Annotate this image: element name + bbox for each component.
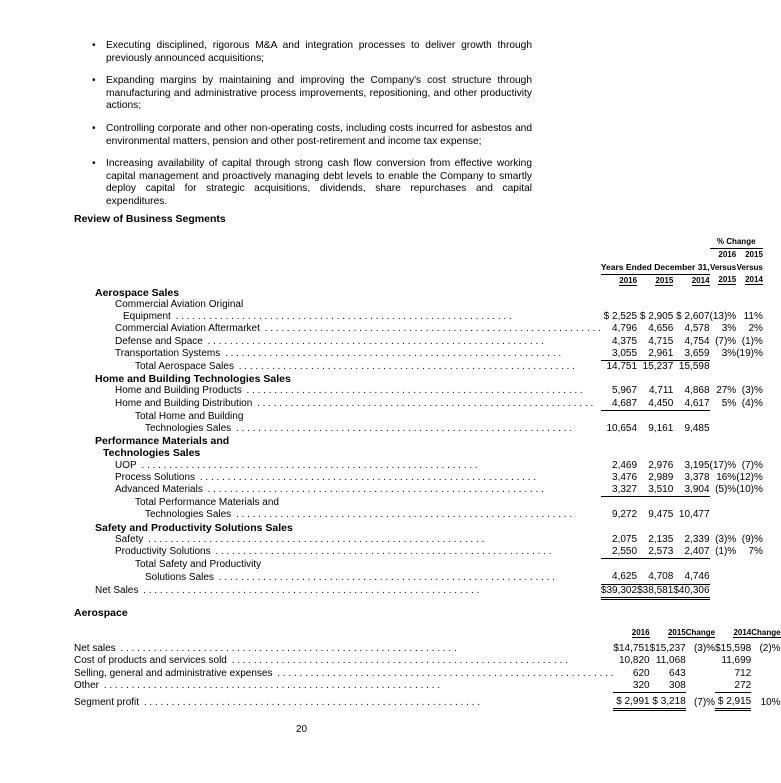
bullet-list [92, 40, 532, 219]
value-cell: 2,989 [648, 471, 674, 483]
row-label: Other [74, 680, 100, 692]
value-cell: 2% [748, 323, 763, 335]
value-cell: 3% [721, 348, 737, 360]
value-cell: 2,075 [612, 533, 638, 545]
row-label: Transportation Systems [115, 348, 221, 360]
section-heading: Aerospace Sales [95, 286, 180, 299]
value-cell: 2,339 [684, 533, 710, 545]
value-cell: 3,195 [684, 459, 710, 471]
col-header: Change [685, 628, 716, 637]
value-cell: $14,751 [613, 643, 650, 655]
value-cell: $ 3,218 [650, 696, 686, 710]
value-cell: 4,617 [673, 398, 709, 411]
value-cell: 620 [632, 667, 650, 679]
table-row [95, 323, 763, 335]
row-label: Defense and Space [115, 335, 203, 347]
table-row [74, 643, 781, 655]
row-label: Solutions Sales [145, 571, 214, 583]
col-header: 2016 [619, 275, 638, 285]
value-cell: $ 2,905 [639, 311, 674, 323]
value-cell: 3,055 [601, 348, 637, 361]
value-cell: 3,378 [684, 471, 710, 483]
col-header: 2015 [667, 628, 686, 637]
value-cell: 2,573 [637, 546, 673, 559]
col-header: Versus [709, 262, 737, 272]
section-heading: Technologies Sales [103, 447, 201, 460]
value-cell: 9,161 [648, 423, 674, 435]
value-cell: $39,302 [601, 584, 637, 598]
value-cell: $ 2,607 [676, 311, 710, 323]
table-row [95, 311, 763, 323]
value-cell: 4,711 [648, 385, 674, 397]
aerospace-table [74, 627, 781, 711]
value-cell: 2,407 [673, 546, 709, 559]
col-header: Change [751, 628, 781, 637]
value-cell: (3)% [715, 533, 737, 545]
value-cell: (5)% [715, 484, 737, 496]
value-cell: (1)% [741, 335, 763, 347]
value-cell: 10,820 [618, 655, 650, 667]
value-cell: 14,751 [606, 361, 638, 373]
value-cell: 4,746 [673, 571, 709, 584]
col-header: 2014 [691, 275, 710, 285]
value-cell: 308 [650, 680, 686, 693]
section-heading: Home and Building Technologies Sales [95, 373, 291, 386]
value-cell: (19)% [736, 348, 763, 360]
value-cell: (2)% [759, 643, 781, 655]
table-row [95, 546, 763, 559]
row-label: Equipment [123, 311, 171, 323]
value-cell: (4)% [741, 397, 763, 409]
row-label: Total Home and Building [135, 410, 244, 422]
value-cell: 9,485 [684, 423, 710, 435]
value-cell: 3,476 [612, 471, 638, 483]
table-row [95, 361, 763, 374]
col-header: 2015 [745, 250, 763, 260]
value-cell: $ 2,525 [603, 311, 638, 323]
col-header: 2016 [718, 250, 737, 260]
col-header: 2015 [655, 275, 674, 285]
value-cell: 4,656 [648, 323, 674, 335]
value-cell: 4,796 [612, 323, 638, 335]
row-label: Total Aerospace Sales [135, 360, 234, 372]
col-header: 2014 [745, 275, 763, 285]
value-cell: (17)% [709, 459, 737, 471]
value-cell: 272 [715, 680, 751, 693]
value-cell: 2,550 [601, 546, 637, 559]
page-number: 20 [295, 724, 308, 735]
bullet-item: • Executing disciplined, rigorous M&A and integration processes to deliver growth through previously announced acquisitions; [92, 40, 532, 65]
value-cell: 4,715 [648, 335, 674, 347]
value-cell: 10% [760, 696, 781, 708]
value-cell: (3)% [693, 643, 716, 655]
row-label: Technologies Sales [145, 423, 232, 435]
value-cell: 4,625 [601, 571, 637, 584]
value-cell: 3,659 [673, 348, 709, 361]
value-cell: 10,654 [606, 423, 638, 435]
value-cell: 11,699 [721, 655, 752, 667]
value-cell: 4,708 [637, 571, 673, 584]
table-row [74, 680, 781, 693]
value-cell: 15,598 [678, 361, 710, 373]
value-cell: 7% [748, 546, 763, 558]
table-row [95, 484, 763, 497]
col-header: 2014 [733, 628, 752, 637]
value-cell: 5,967 [612, 385, 638, 397]
table-row [95, 398, 763, 411]
table-row [95, 385, 763, 397]
value-cell: 4,578 [684, 323, 710, 335]
value-cell: 3,510 [637, 484, 673, 497]
aerospace-heading: Aerospace [74, 607, 128, 619]
col-header: 2015 [718, 275, 737, 285]
table-row [95, 336, 763, 348]
value-cell: 4,375 [612, 335, 638, 347]
value-cell: 11,068 [655, 655, 686, 667]
value-cell: 712 [734, 667, 752, 679]
value-cell: 27% [716, 385, 737, 397]
value-cell: (13)% [709, 311, 737, 323]
col-header: Versus [736, 262, 763, 272]
table-row [95, 423, 763, 435]
table-row [95, 584, 763, 598]
value-cell: 4,868 [684, 385, 710, 397]
row-label: Commercial Aviation Aftermarket [115, 323, 260, 335]
value-cell: 10,477 [678, 509, 710, 521]
table-row [95, 472, 763, 484]
value-cell: (9)% [741, 533, 763, 545]
value-cell: $15,237 [649, 643, 686, 655]
row-label: Cost of products and services sold [74, 655, 227, 667]
section-heading: Performance Materials and [95, 435, 230, 448]
value-cell: 5% [721, 397, 737, 409]
row-label: UOP [115, 459, 137, 471]
value-cell: 4,450 [637, 398, 673, 411]
value-cell: 2,135 [648, 533, 674, 545]
row-label: Selling, general and administrative expenses [74, 667, 273, 679]
table-row [95, 460, 763, 472]
value-cell: 9,475 [648, 509, 674, 521]
row-label: Advanced Materials [115, 484, 203, 496]
table-row [74, 655, 781, 667]
value-cell: 643 [669, 667, 686, 679]
table-row [95, 571, 763, 584]
value-cell: 3,327 [601, 484, 637, 497]
value-cell: $38,581 [637, 584, 673, 598]
value-cell: (12)% [736, 471, 763, 483]
value-cell: (7)% [715, 335, 737, 347]
row-label: Net sales [74, 643, 116, 655]
table-row [95, 509, 763, 521]
table-row [74, 668, 781, 680]
value-cell: (3)% [741, 385, 763, 397]
segments-heading: Review of Business Segments [74, 213, 226, 225]
table-row [95, 534, 763, 546]
value-cell: 3,904 [673, 484, 709, 497]
row-label: Commercial Aviation Original [115, 299, 244, 311]
table-row [74, 696, 781, 710]
value-cell: $15,598 [715, 643, 752, 655]
value-cell: 16% [716, 471, 737, 483]
value-cell: 4,754 [684, 335, 710, 347]
row-label: Process Solutions [115, 471, 196, 483]
value-cell: 3% [721, 323, 737, 335]
row-label: Home and Building Distribution [115, 397, 253, 409]
value-cell: 15,237 [642, 361, 674, 373]
value-cell: 2,961 [637, 348, 673, 361]
value-cell: 2,976 [648, 459, 674, 471]
bullet-item: • Increasing availability of capital through strong cash flow conversion from effective working capital management and proactively managing debt levels to enable the Company to smartly deploy capital for strategic acquisitions, dividends, share repurchases and capital expenditures. [92, 158, 532, 208]
section-heading: Safety and Productivity Solutions Sales [95, 521, 293, 534]
pct-change-header: % Change [710, 236, 763, 249]
row-label: Segment profit [74, 696, 140, 708]
row-label: Total Performance Materials and [135, 496, 279, 508]
value-cell: 11% [743, 311, 763, 323]
col-header: 2016 [631, 628, 650, 637]
value-cell: 4,687 [601, 398, 637, 411]
value-cell: (10)% [736, 484, 763, 496]
value-cell: (1)% [715, 546, 737, 558]
value-cell: (7)% [693, 696, 716, 708]
segments-table [95, 236, 763, 600]
row-label: Home and Building Products [115, 385, 242, 397]
value-cell: $ 2,991 [613, 696, 649, 710]
table-row [95, 348, 763, 361]
row-label: Productivity Solutions [115, 546, 211, 558]
value-cell: 320 [613, 680, 649, 693]
value-cell: (7)% [741, 459, 763, 471]
row-label: Total Safety and Productivity [135, 558, 262, 570]
years-header: Years Ended December 31, [600, 262, 710, 273]
row-label: Safety [115, 533, 144, 545]
value-cell: 2,469 [612, 459, 638, 471]
row-label: Net Sales [95, 585, 139, 597]
bullet-item: • Controlling corporate and other non-operating costs, including costs incurred for asbestos and environmental matters, pension and other post-retirement and income tax expense; [92, 123, 532, 148]
value-cell: 9,272 [612, 509, 638, 521]
value-cell: $ 2,915 [715, 696, 751, 710]
value-cell: $40,306 [673, 584, 709, 598]
bullet-item: • Expanding margins by maintaining and improving the Company's cost structure through manufacturing and administrative process improvements, repositioning, and other productivity actions; [92, 75, 532, 113]
row-label: Technologies Sales [145, 509, 232, 521]
